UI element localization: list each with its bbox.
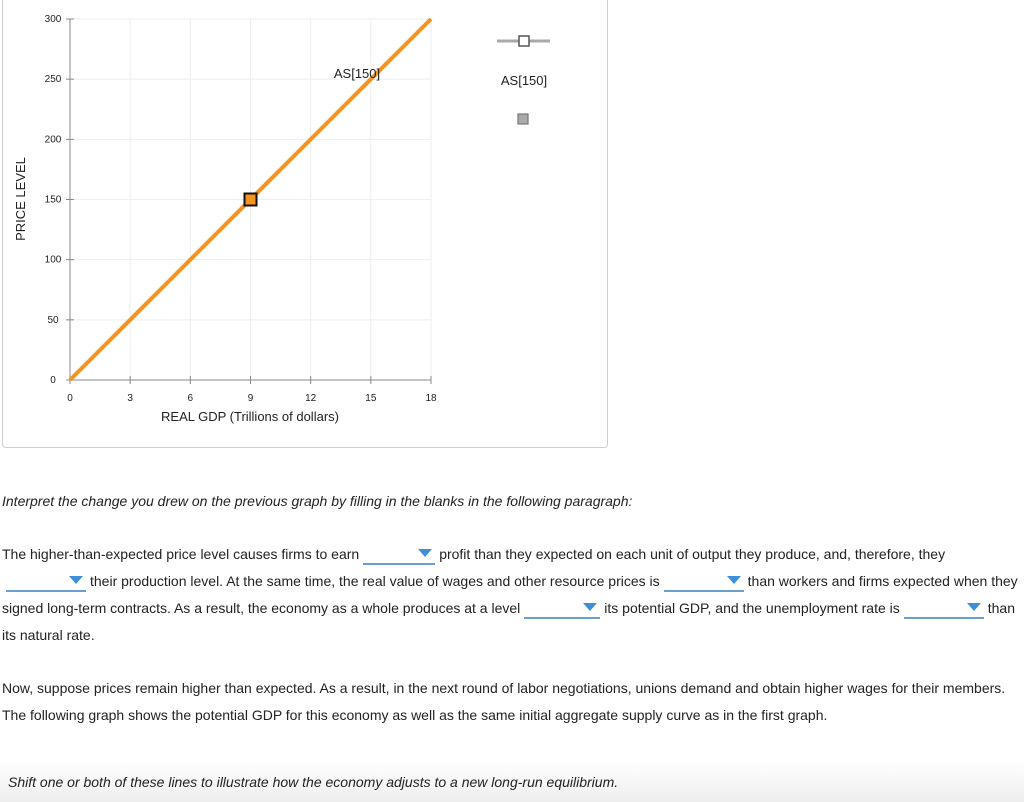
as-curve-label: AS[150] (333, 66, 381, 81)
y-axis-title: PRICE LEVEL (13, 157, 28, 241)
real-wage-dropdown[interactable] (664, 572, 744, 592)
y-tick-label: 50 (47, 314, 59, 326)
y-tick-label: 200 (44, 134, 62, 146)
fill-in-paragraph (2, 541, 1020, 649)
chevron-down-icon (418, 549, 432, 557)
y-tick-label: 100 (44, 254, 62, 266)
instruction-text: Interpret the change you drew on the previous graph by filling in the blanks in the following paragraph: (2, 493, 633, 509)
legend-handle-icon (519, 36, 529, 46)
legend-gray-square-tool[interactable] (518, 114, 528, 124)
y-tick-label: 150 (44, 194, 62, 206)
paragraph-text-6: than its natural rate. (2, 600, 1015, 643)
x-tick-label: 6 (187, 393, 194, 404)
footer-bar (0, 760, 1024, 802)
y-tick-label: 250 (44, 74, 62, 86)
paragraph-text-5: its potential GDP, and the unemployment rate is (604, 600, 900, 616)
legend (497, 36, 550, 124)
legend-as-line-tool[interactable] (497, 36, 550, 46)
chevron-down-icon (69, 576, 83, 584)
y-tick-label: 0 (50, 375, 56, 386)
x-tick-label: 3 (127, 393, 133, 404)
paragraph-text-3: their production level. At the same time, the real value of wages and other resource prices is (90, 573, 660, 589)
footer-instruction: Shift one or both of these lines to illustrate how the economy adjusts to a new long-run equilibrium. (8, 774, 619, 790)
output-level-dropdown[interactable] (524, 599, 600, 619)
profit-dropdown[interactable] (363, 545, 435, 565)
x-tick-label: 0 (67, 393, 73, 404)
chevron-down-icon (967, 603, 981, 611)
x-tick-label: 12 (305, 393, 317, 404)
x-tick-label: 15 (365, 393, 377, 404)
unemployment-dropdown[interactable] (904, 599, 984, 619)
y-tick-label: 300 (44, 14, 62, 25)
paragraph-text-2: profit than they expected on each unit of output they produce, and, therefore, they (439, 546, 946, 562)
paragraph-text-4: than workers and firms expected when they signed long-term contracts. As a result, the economy as a whole produces at a level (2, 573, 1018, 616)
x-tick-label: 9 (247, 393, 254, 404)
scenario-paragraph: Now, suppose prices remain higher than expected. As a result, in the next round of labor negotiations, unions demand and obtain higher wages for their members. The following graph shows the potential GDP for this economy as well as the same initial aggregate supply curve as in the first graph. (2, 680, 1006, 723)
y-tick-labels (45, 14, 62, 386)
x-tick-labels (67, 393, 437, 404)
as-curve-handle[interactable] (245, 194, 257, 206)
paragraph-text-1: The higher-than-expected price level causes firms to earn (2, 546, 360, 562)
x-tick-label: 18 (425, 393, 437, 404)
chevron-down-icon (583, 603, 597, 611)
legend-label-as: AS[150] (500, 73, 548, 88)
chevron-down-icon (727, 576, 741, 584)
x-axis-title: REAL GDP (Trillions of dollars) (161, 409, 339, 424)
production-dropdown[interactable] (6, 572, 86, 592)
